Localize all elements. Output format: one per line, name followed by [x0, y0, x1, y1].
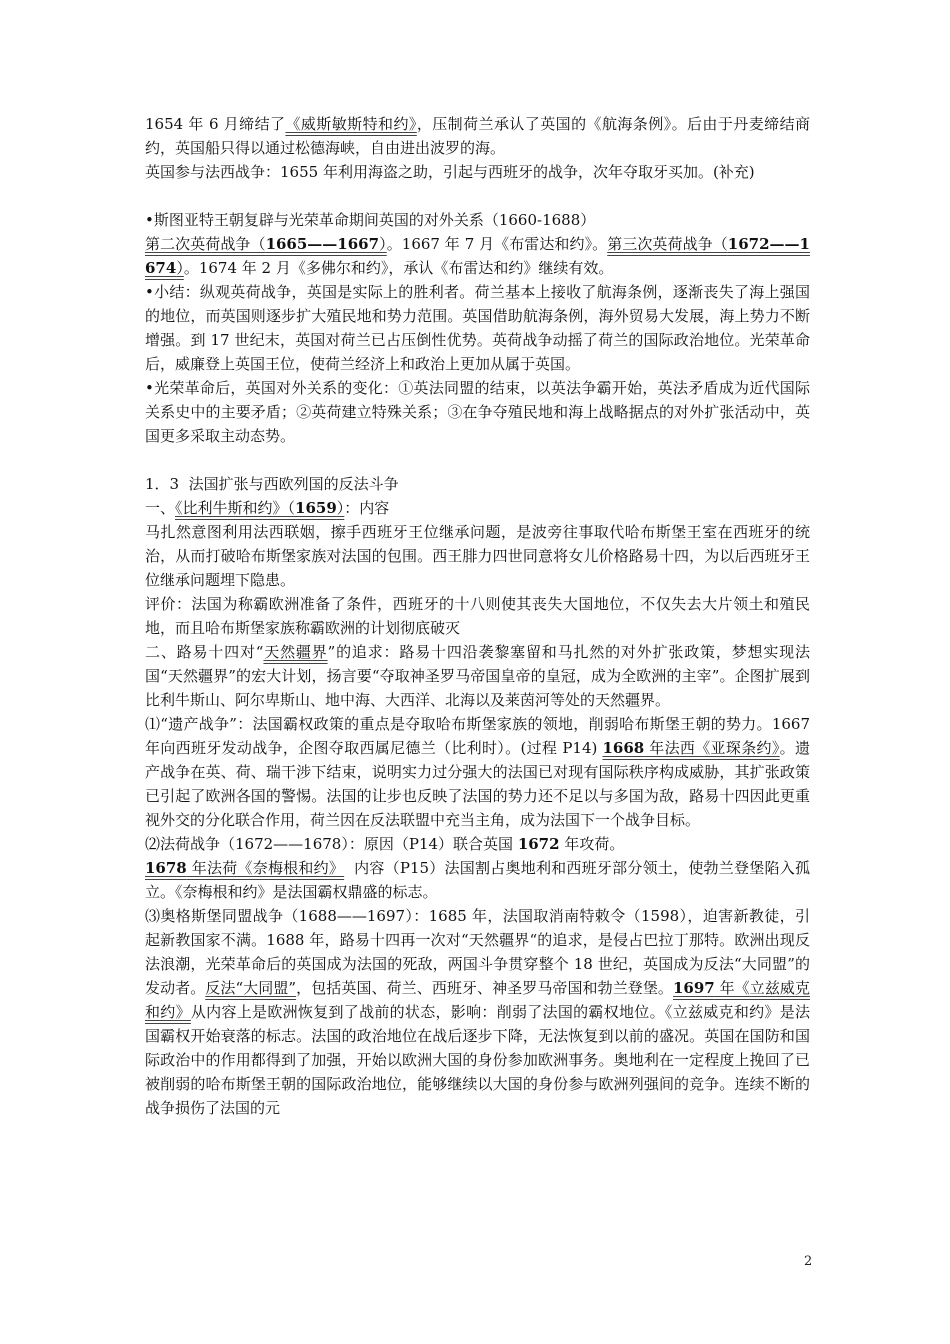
emphasized-text: 天然疆界: [263, 643, 328, 661]
emphasized-text: ）: [176, 259, 184, 277]
text-run: 一、: [145, 499, 176, 517]
text-run: ⑴“遗产战争”：法国霸权政策的重点是夺取哈布斯堡家族的领地，削弱哈布斯堡王朝的势力。1667 年向西班牙发动战争，企图夺取西属尼德兰（比利时）。(过程 P14): [145, 715, 815, 757]
text-run: •光荣革命后，英国对外关系的变化：①英法同盟的结束，以英法争霸开始，英法矛盾成为近代国际关系史中的主要矛盾；②英荷建立特殊关系；③在争夺殖民地和海上战略据点的对外扩张活动中，英国更多采取主动态势。: [145, 379, 810, 445]
emphasized-text: 1659: [295, 499, 337, 517]
paragraph: [145, 592, 810, 640]
paragraph: [145, 232, 810, 280]
paragraph: [145, 112, 810, 160]
text-run: ”的追求：路易十四沿袭黎塞留和马扎然的对外扩张政策，梦想实现法国“天然疆界”的宏大计划，扬言要“夺取神圣罗马帝国皇帝的皇冠，成为全欧洲的主宰”。企图扩展到比利牛斯山、阿尔卑斯山、地中海、大西洋、北海以及莱茵河等处的天然疆界。: [145, 643, 810, 709]
text-run: 英国参与法西战争：1655 年利用海盗之助，引起与西班牙的战争，次年夺取牙买加。(补充): [145, 163, 755, 181]
text-run: ，包括英国、荷兰、西班牙、神圣罗马帝国和勃兰登堡。: [296, 979, 673, 997]
text-run: 马扎然意图利用法西联姻，擦手西班牙王位继承问题，是波旁往事取代哈布斯堡王室在西班牙的统治，从而打破哈布斯堡家族对法国的包围。西王腓力四世同意将女儿价格路易十四，为以后西班牙王位继承问题埋下隐患。: [145, 523, 810, 589]
text-run: 1．3 法国扩张与西欧列国的反法斗争: [145, 475, 399, 493]
emphasized-text: 1697: [673, 979, 715, 997]
emphasized-text: 1678: [145, 859, 187, 877]
emphasized-text: ）: [379, 235, 387, 253]
paragraph: [145, 712, 815, 832]
paragraph: [145, 280, 810, 376]
emphasized-text: 年法西《亚琛条约》: [644, 739, 780, 757]
text-run: •小结：纵观英荷战争，英国是实际上的胜利者。荷兰基本上接收了航海条例，逐渐丧失了海上强国的地位，而英国则逐步扩大殖民地和势力范围。英国借助航海条例，海外贸易大发展，海上势力不断增强。到 17 世纪末，英国对荷兰已占压倒性优势。英荷战争动摇了荷兰的国际政治地位。光荣革命后，威廉登上英国王位，使荷兰经济上和政治上更加从属于英国。: [145, 283, 810, 373]
paragraph: [145, 832, 810, 856]
paragraph: [145, 520, 810, 592]
paragraph-spacer: [145, 448, 810, 472]
paragraph: [145, 160, 810, 184]
page-number: 2: [804, 1254, 813, 1269]
emphasized-text: 《比利牛斯和约》（: [175, 499, 296, 517]
text-run: 年攻荷。: [559, 835, 625, 853]
emphasized-text: 1672——1674: [145, 235, 810, 277]
paragraph: [145, 640, 810, 712]
text-run: 。遗产战争在英、荷、瑞干涉下结束，说明实力过分强大的法国已对现有国际秩序构成威胁，其扩张政策已引起了欧洲各国的警惕。法国的让步也反映了法国的势力还不足以与多国为敌，路易十四因此更重视外交的分化联合作用，荷兰因在反法联盟中充当主角，成为法国下一个战争目标。: [145, 739, 810, 829]
paragraph: [145, 856, 810, 904]
document-body: [145, 112, 815, 1120]
text-run: •斯图亚特王朝复辟与光荣革命期间英国的对外关系（1660-1688）: [145, 211, 596, 229]
text-run: ，压制荷兰承认了英国的《航海条例》。后由于丹麦缔结商约，英国船只得以通过松德海峡，自由进出波罗的海。: [145, 115, 810, 157]
text-run: 1654 年 6 月缔结了: [145, 115, 286, 133]
text-run: 。1674 年 2 月《多佛尔和约》，承认《布雷达和约》继续有效。: [183, 259, 614, 277]
text-run: ⑵法荷战争（1672——1678）：原因（P14）联合英国: [145, 835, 518, 853]
text-run: 评价：法国为称霸欧洲准备了条件，西班牙的十八则使其丧失大国地位，不仅失去大片领土和殖民地，而且哈布斯堡家族称霸欧洲的计划彻底破灭: [145, 595, 810, 637]
emphasized-text: 1668: [602, 739, 645, 757]
emphasized-text: 《威斯敏斯特和约》: [285, 115, 417, 133]
emphasized-text: 第三次英荷战争（: [607, 235, 728, 253]
emphasized-text: ）: [336, 499, 345, 517]
text-run: 。1667 年 7 月《布雷达和约》。: [386, 235, 608, 253]
text-run: 内容（P15）法国割占奥地利和西班牙部分领土，使勃兰登堡陷入孤立。《奈梅根和约》是法国霸权鼎盛的标志。: [145, 859, 810, 901]
text-run: 从内容上是欧洲恢复到了战前的状态，影响：削弱了法国的霸权地位。《立兹威克和约》是法国霸权开始衰落的标志。法国的政治地位在战后逐步下降，无法恢复到以前的盛况。英国在国防和国际政治中的作用都得到了加强，开始以欧洲大国的身份参加欧洲事务。奥地利在一定程度上挽回了已被削弱的哈布斯堡王朝的国际政治地位，能够继续以大国的身份参与欧洲列强间的竞争。连续不断的战争损伤了法国的元: [145, 1003, 810, 1117]
paragraph: [145, 472, 810, 496]
emphasized-text: 1672: [517, 835, 560, 853]
emphasized-text: 第二次英荷战争（: [145, 235, 266, 253]
paragraph: [145, 904, 810, 1120]
paragraph-spacer: [145, 184, 810, 208]
paragraph: [145, 496, 810, 520]
paragraph: [145, 208, 810, 232]
emphasized-text: 1665——1667: [265, 235, 380, 253]
emphasized-text: 年法荷《奈梅根和约》: [186, 859, 345, 877]
text-run: 二、路易十四对“: [145, 643, 264, 661]
text-run: ：内容: [344, 499, 390, 517]
emphasized-text: 年《立兹威克和约》: [145, 979, 810, 1021]
paragraph: [145, 376, 810, 448]
emphasized-text: 反法“大同盟”: [205, 979, 297, 997]
text-run: ⑶奥格斯堡同盟战争（1688——1697）：1685 年，法国取消南特敕令（1598），迫害新教徒，引起新教国家不满。1688 年，路易十四再一次对“天然疆界“的追求，是侵占巴拉丁那特。欧洲出现反法浪潮，光荣革命后的英国成为法国的死敌，两国斗争贯穿整个 18 世纪，英国成为反法“大同盟”的发动者。: [145, 907, 810, 997]
